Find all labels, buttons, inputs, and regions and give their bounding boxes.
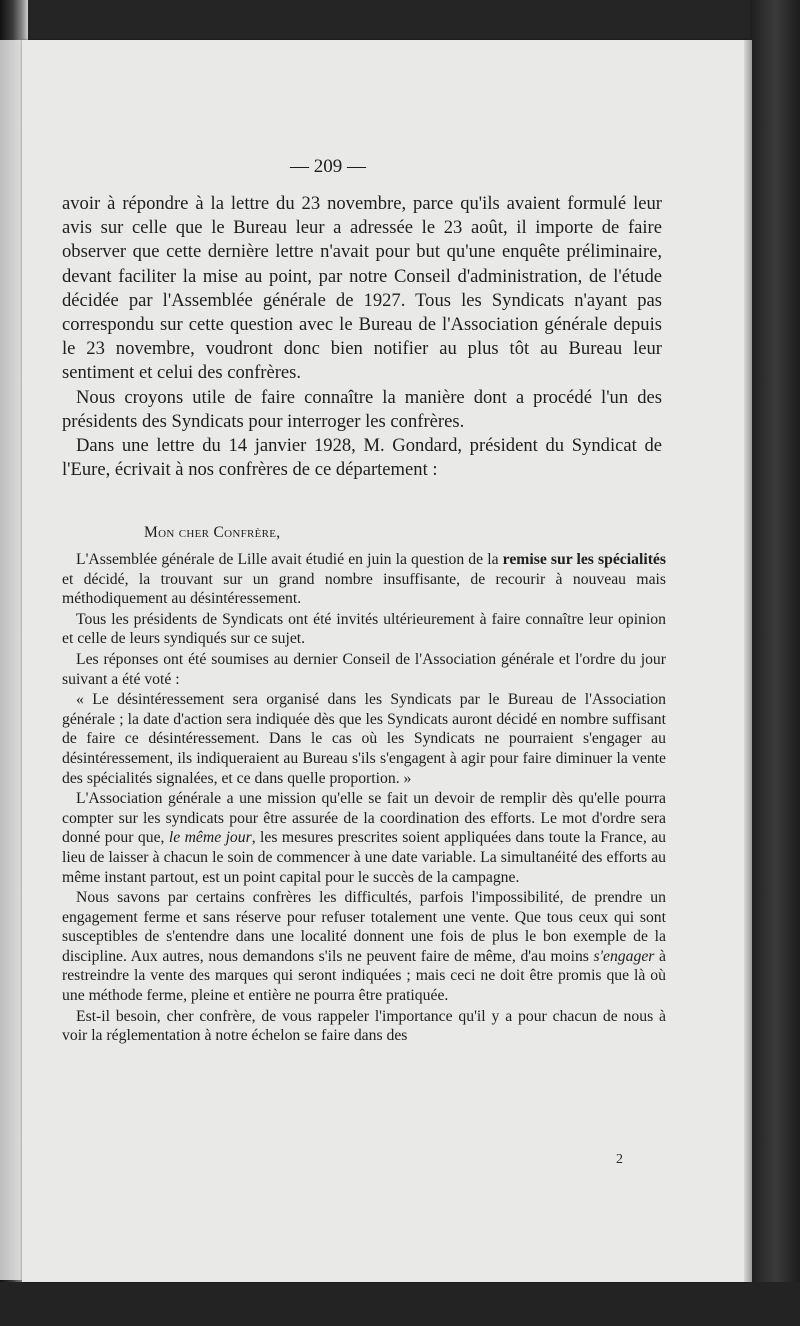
letter-paragraph: Les réponses ont été soumises au dernier Conseil de l'Association générale et l'ordre du jour suivant a été voté : — [62, 650, 666, 688]
scan-background-right — [750, 0, 800, 1326]
letter-salutation: Mon cher Confrère, — [144, 524, 281, 541]
letter-paragraph: Nous savons par certains confrères les difficultés, parfois l'impossibilité, de prendre un engagement ferme et sans réserve pour refuser totalement une vente. Que tous ceux qui sont susceptibles de s'entendre dans une localité donnent une fois de plus le bon exemple de la discipline. Aux autres, nous demandons s'ils ne peuvent faire de même, d'au moins s'engager à restreindre la vente des marques qui seront indiquées ; mais ceci ne doit être promis que là où une méthode ferme, pleine et entière ne pourra être pratiquée. — [62, 889, 666, 1005]
letter-paragraph: Est-il besoin, cher confrère, de vous rappeler l'importance qu'il y a pour chacun de nous à voir la réglementation à notre échelon se faire dans des — [62, 1007, 666, 1045]
page-right-edge — [744, 40, 752, 1282]
scan-background-bottom — [0, 1282, 800, 1326]
emphasis-bold: remise sur les spécialités — [502, 551, 666, 568]
emphasis-italic: le même jour — [168, 829, 252, 847]
page-number: — 209 — — [290, 156, 366, 177]
letter-paragraph: Tous les présidents de Syndicats ont été invités ultérieurement à faire connaître leur opinion et celle de leurs syndiqués sur ce sujet. — [62, 610, 666, 648]
paragraph: avoir à répondre à la lettre du 23 novembre, parce qu'ils avaient formulé leur avis sur celle que le Bureau leur a adressée le 23 août, il importe de faire observer que cette dernière lettre n'avait pour but qu'une enquête préliminaire, devant faciliter la mise au point, par notre Conseil d'administration, de l'étude décidée par l'Assemblée générale de 1927. Tous les Syndicats n'ayant pas correspondu sur cette question avec le Bureau de l'Association générale depuis le 23 novembre, voudront donc bien notifier au plus tôt au Bureau leur sentiment et celui des confrères. — [62, 193, 662, 384]
quoted-letter — [62, 550, 666, 1047]
document-page — [22, 40, 750, 1282]
paragraph: Dans une lettre du 14 janvier 1928, M. Gondard, président du Syndicat de l'Eure, écrivait à nos confrères de ce département : — [62, 435, 662, 481]
letter-paragraph: « Le désintéressement sera organisé dans les Syndicats par le Bureau de l'Association générale ; la date d'action sera indiquée dès que les Syndicats auront décidé en nombre suffisant de faire ce désintéressement. Dans le cas où les Syndicats ne pourraient s'engager au désintéressement, ils indiqueraient au Bureau s'ils s'engagent à agir pour faire diminuer la vente des spécialités signalées, et ce dans quelle proportion. » — [62, 691, 666, 787]
paragraph: Nous croyons utile de faire connaître la manière dont a procédé l'un des présidents des Syndicats pour interroger les confrères. — [62, 386, 662, 432]
scan-background-top — [0, 0, 800, 40]
body-text — [62, 192, 662, 482]
letter-paragraph: L'Assemblée générale de Lille avait étudié en juin la question de la remise sur les spécialités et décidé, la trouvant sur un grand nombre insuffisante, de recourir à nouveau mais méthodiquement au désintéressement. — [62, 551, 666, 608]
previous-page-edge — [0, 40, 22, 1280]
signature-mark: 2 — [616, 1152, 623, 1167]
letter-paragraph: L'Association générale a une mission qu'elle se fait un devoir de remplir dès qu'elle pourra compter sur les syndicats pour être assurée de la coordination des efforts. Le mot d'ordre sera donné pour que, le même jour, les mesures prescrites soient appliquées dans toute la France, au lieu de laisser à chacun le soin de commencer à une date variable. La simultanéité des efforts au même instant partout, est un point capital pour le succès de la campagne. — [62, 790, 666, 886]
emphasis-italic: s'engager — [593, 947, 655, 965]
